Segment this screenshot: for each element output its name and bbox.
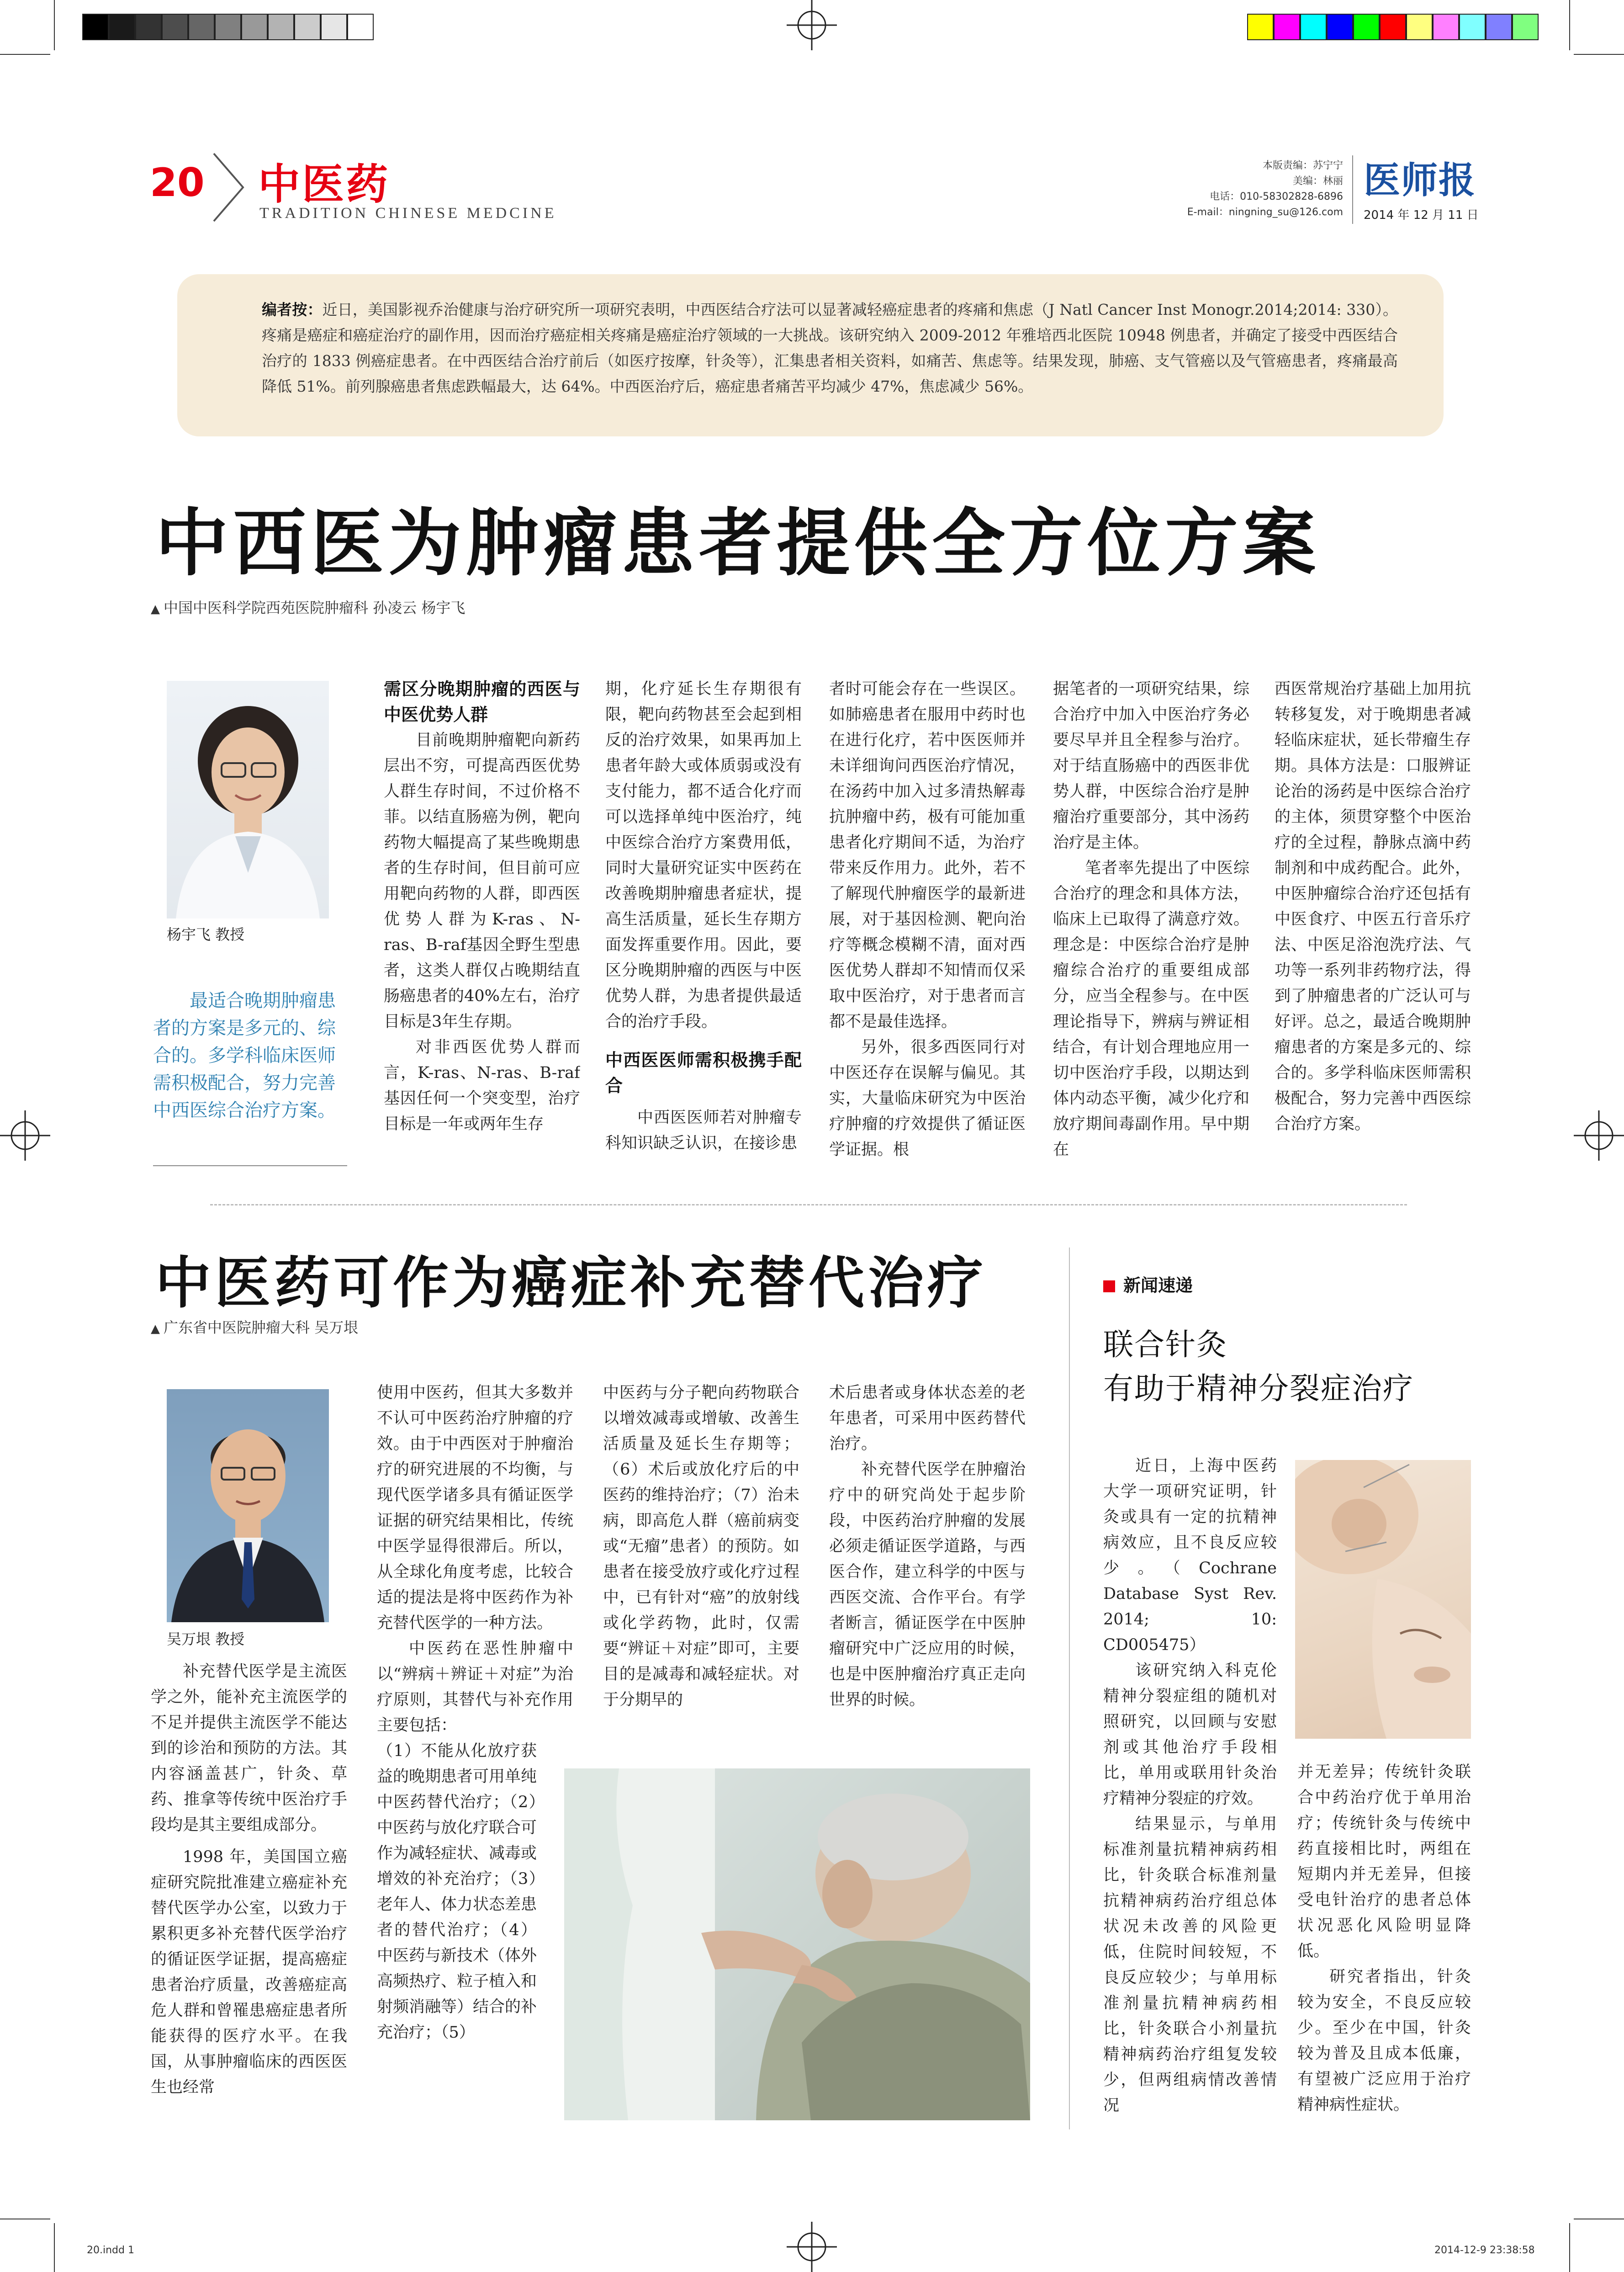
designer-credit: 美编：林丽: [1292, 175, 1343, 187]
article2-paragraph: 术后患者或身体状态差的老年患者，可采用中医药替代治疗。: [829, 1384, 1026, 1453]
issue-date: 2014 年 12 月 11 日: [1364, 208, 1479, 222]
article1-byline: [151, 596, 465, 617]
editor-note-text: 近日，美国影视乔治健康与治疗研究所一项研究表明，中西医结合疗法可以显著减轻癌症患者的疼痛和焦虑（J Natl Cancer Inst Monogr.2014;2014: 330）。疼痛是癌症和癌症治疗的副作用，因而治疗癌症相关疼痛是癌症治疗领域的一大挑战。该研究纳入 2009-2012 年雅培西北医院 10948 例患者，并确定了接受中西医结合治疗的 1833 例癌症患者。在中西医结合治疗前后（如医疗按摩，针灸等），汇集患者相关资料，如痛苦、焦虑等。结果发现，肺癌、支气管癌以及气管癌患者，疼痛最高降低 51%。前列腺癌患者焦虑跌幅最大，达 64%。中西医治疗后，癌症患者痛苦平均减少 47%，焦虑减少 56%。: [262, 301, 1398, 395]
news-section-label-text: 新闻速递: [1123, 1275, 1193, 1295]
phone-number: 电话：010-58302828-6896: [1210, 191, 1343, 202]
author-photo: [167, 1389, 329, 1622]
author-caption: 杨宇飞 教授: [167, 926, 245, 943]
article1-paragraph: 目前晚期肿瘤靶向新药层出不穷，可提高西医优势人群生存时间，不过价格不菲。以结直肠癌为例，靶向药物大幅提高了某些晚期患者的生存时间，但目前可应用靶向药物的人群，即西医优势人群为K-ras、N-ras、B-raf基因全野生型患者，这类人群仅占晚期结直肠癌患者的40%左右，治疗目标是3年生存期。: [384, 731, 580, 1031]
article2-paragraph: （1）不能从化放疗获益的晚期患者可用单纯中医药替代治疗；（2）中医药与放化疗联合可作为减轻症状、减毒或增效的补充治疗；（3）老年人、体力状态差患者的替代治疗；（4）中医药与新技术（体外高频热疗、粒子植入和射频消融等）结合的补充治疗；（5）: [377, 1742, 537, 2042]
article1-paragraph: 中西医医师若对肿瘤专科知识缺乏认识，在接诊患: [605, 1109, 802, 1152]
editor-note-label: 编者按：: [262, 301, 323, 319]
file-slug: 20.indd 1: [87, 2245, 134, 2256]
news-section-label: [1103, 1271, 1193, 1296]
sidebar-rule: [1069, 1247, 1070, 2129]
article1-paragraph: 另外，很多西医同行对中医还存在误解与偏见。其实，大量临床研究为中医治疗肿瘤的疗效提供了循证医学证据。根: [829, 1038, 1026, 1159]
masthead-divider: [1352, 155, 1353, 224]
article2-paragraph: 补充替代医学是主流医学之外，能补充主流医学的不足并提供主流医学不能达到的诊治和预防的方法。其内容涵盖甚广，针灸、草药、推拿等传统中医治疗手段均是其主要组成部分。: [151, 1662, 347, 1834]
news-column-2: [1297, 1759, 1471, 2129]
article2-column-4: [829, 1380, 1026, 1746]
article1-paragraph: 据笔者的一项研究结果，综合治疗中加入中医治疗务必要尽早并且全程参与治疗。对于结直肠癌中的西医非优势人群，中医综合治疗是肿瘤治疗重要部分，其中汤药治疗是主体。: [1053, 680, 1249, 852]
registration-mark-icon: [787, 2222, 837, 2272]
news-column-1: [1103, 1453, 1277, 2129]
article2-paragraph: 中医药在恶性肿瘤中以“辨病＋辨证＋对症”为治疗原则，其替代与补充作用主要包括：: [377, 1640, 573, 1735]
article1-headline: 中西医为肿瘤患者提供全方位方案: [155, 500, 1321, 586]
article2-paragraph: 使用中医药，但其大多数并不认可中医药治疗肿瘤的疗效。由于中西医对于肿瘤治疗的研究进展的不均衡，与现代医学诸多具有循证医学证据的研究结果相比，传统中医学显得很滞后。所以，从全球化角度考虑，比较合适的提法是将中医药作为补充替代医学的一种方法。: [377, 1384, 573, 1632]
article2-paragraph: 1998 年，美国国立癌症研究院批准建立癌症补充替代医学办公室，以致力于累积更多补充替代医学治疗的循证医学证据，提高癌症患者治疗质量，改善癌症高危人群和曾罹患癌症患者所能获得的医疗水平。在我国，从事肿瘤临床的西医医生也经常: [151, 1848, 347, 2097]
paper-name: 医师报: [1364, 159, 1476, 202]
article1-column-4: [1053, 676, 1249, 1190]
article1-paragraph: 期，化疗延长生存期很有限，靶向药物甚至会起到相反的治疗效果，如果再加上患者年龄大或体质弱或没有支付能力，都不适合化疗而可以选择单纯中医治疗，纯中医综合治疗方案费用低，同时大量研究证实中医药在改善晚期肿瘤患者症状，提高生活质量，延长生存期方面发挥重要作用。因此，要区分晚期肿瘤的西医与中医优势人群，为患者提供最适合的治疗手段。: [605, 680, 802, 1031]
news-headline-line-2: 有助于精神分裂症治疗: [1103, 1371, 1414, 1406]
article2-byline: [151, 1316, 358, 1337]
editor-note: [177, 274, 1444, 436]
email-address: E-mail：ningning_su@126.com: [1187, 207, 1343, 218]
article1-paragraph: 笔者率先提出了中医综合治疗的理念和具体方法，临床上已取得了满意疗效。理念是：中医综合治疗是肿瘤综合治疗的重要组成部分，应当全程参与。在中医理论指导下，辨病与辨证相结合，有计划合理地应用一切中医治疗手段，以期达到体内动态平衡，减少化疗和放疗期间毒副作用。早中期在: [1053, 859, 1249, 1159]
pull-quote-rule: [153, 1165, 347, 1166]
triangle-bullet-icon: ▲: [151, 602, 160, 616]
registration-mark-icon: [787, 0, 837, 50]
author-caption: 吴万垠 教授: [167, 1630, 245, 1648]
article1-paragraph: 对非西医优势人群而言，K-ras、N-ras、B-raf基因任何一个突变型，治疗目标是一年或两年生存: [384, 1038, 580, 1133]
red-square-icon: [1103, 1280, 1115, 1292]
news-paragraph: 该研究纳入科克伦精神分裂症组的随机对照研究，以回顾与安慰剂或其他治疗手段相比，单用或联用针灸治疗精神分裂症的疗效。: [1103, 1662, 1277, 1808]
section-subtitle: TRADITION CHINESE MEDCINE: [259, 205, 557, 222]
article2-paragraph: 中医药与分子靶向药物联合以增效减毒或增敏、改善生活质量及延长生存期等；（6）术后或放化疗后的中医药的维持治疗；（7）治未病，即高危人群（癌前病变或“无瘤”患者）的预防。如患者在接受放疗或化疗过程中，已有针对“癌”的放射线或化学药物，此时，仅需要“辨证＋对症”即可，主要目的是减毒和减轻症状。对于分期早的: [603, 1384, 799, 1709]
article1-byline-text: 中国中医科学院西苑医院肿瘤科 孙凌云 杨宇飞: [164, 599, 466, 616]
editor-credit: 本版责编：苏宁宁: [1262, 160, 1343, 171]
triangle-bullet-icon: ▲: [151, 1322, 160, 1336]
article2-column-1: [151, 1659, 347, 2125]
acupuncture-photo: [1295, 1460, 1471, 1739]
news-paragraph: 近日，上海中医药大学一项研究证明，针灸或具有一定的抗精神病效应，且不良反应较少。（Cochrane Database Syst Rev. 2014; 10: CD005475）: [1103, 1457, 1277, 1654]
news-headline-line-1: 联合针灸: [1103, 1327, 1227, 1362]
news-headline: [1103, 1323, 1514, 1411]
article1-column-1: [384, 676, 580, 1190]
article1-paragraph: 西医常规治疗基础上加用抗转移复发，对于晚期患者减轻临床症状，延长带瘤生存期。具体方法是：口服辨证论治的汤药是中医综合治疗的主体，须贯穿整个中医治疗的全过程，静脉点滴中药制剂和中成药配合。此外，中医肿瘤综合治疗还包括有中医食疗、中医五行音乐疗法、中医足浴泡洗疗法、气功等一系列非药物疗法，得到了肿瘤患者的广泛认可与好评。总之，最适合晚期肿瘤患者的方案是多元的、综合的。多学科临床医师需积极配合，努力完善中西医综合治疗方案。: [1275, 680, 1471, 1133]
article1-paragraph: 者时可能会存在一些误区。如肺癌患者在服用中药时也在进行化疗，若中医医师并未详细询问西医治疗情况，在汤药中加入过多清热解毒抗肿瘤中药，极有可能加重患者化疗期间不适，为治疗带来反作用力。此外，若不了解现代肿瘤医学的最新进展，对于基因检测、靶向治疗等概念模糊不清，面对西医优势人群却不知情而仅采取中医治疗，对于患者而言都不是最佳选择。: [829, 680, 1026, 1031]
masthead-credits: [1151, 158, 1343, 220]
massage-photo: [564, 1768, 1030, 2120]
chevron-right-icon: [210, 151, 247, 224]
pull-quote: 最适合晚期肿瘤患者的方案是多元的、综合的。多学科临床医师需积极配合，努力完善中西医综合治疗方案。: [153, 990, 336, 1121]
article2-paragraph: 补充替代医学在肿瘤治疗中的研究尚处于起步阶段，中医药治疗肿瘤的发展必须走循证医学道路，与西医合作，建立科学的中医与西医交流、合作平台。有学者断言，循证医学在中医肿瘤研究中广泛应用的时候，也是中医肿瘤治疗真正走向世界的时候。: [829, 1460, 1026, 1709]
news-paragraph: 并无差异；传统针灸联合中药治疗优于单用治疗；传统针灸与传统中药直接相比时，两组在短期内并无差异，但接受电针治疗的患者总体状况恶化风险明显降低。: [1297, 1763, 1471, 1960]
article1-subheading-2: 中西医医师需积极携手配合: [605, 1050, 802, 1096]
registration-mark-icon: [0, 1110, 50, 1161]
article1-column-2: [605, 676, 802, 1190]
print-timestamp: 2014-12-9 23:38:58: [1434, 2245, 1535, 2256]
article2-column-3: [603, 1380, 799, 1746]
section-title: 中医药: [258, 160, 390, 209]
article2-headline: 中医药可作为癌症补充替代治疗: [155, 1250, 987, 1316]
page-number: 20: [150, 160, 205, 206]
article1-column-5: [1275, 676, 1471, 1190]
article1-subheading-1: 需区分晚期肿瘤的西医与中医优势人群: [384, 679, 580, 725]
registration-mark-icon: [1574, 1110, 1624, 1161]
author-photo: [167, 681, 329, 918]
article1-column-3: [829, 676, 1026, 1190]
article2-column-2: [377, 1380, 573, 2125]
section-divider: [210, 1204, 1407, 1205]
news-paragraph: 研究者指出，针灸较为安全，不良反应较少。至少在中国，针灸较为普及且成本低廉，有望被广泛应用于治疗精神病性症状。: [1297, 1968, 1471, 2114]
article2-byline-text: 广东省中医院肿瘤大科 吴万垠: [164, 1319, 359, 1336]
news-paragraph: 结果显示，与单用标准剂量抗精神病药相比，针灸联合标准剂量抗精神病药治疗组总体状况未改善的风险更低，住院时间较短，不良反应较少；与单用标准剂量抗精神病药相比，针灸联合小剂量抗精神病药治疗组复发较少，但两组病情改善情况: [1103, 1815, 1277, 2115]
